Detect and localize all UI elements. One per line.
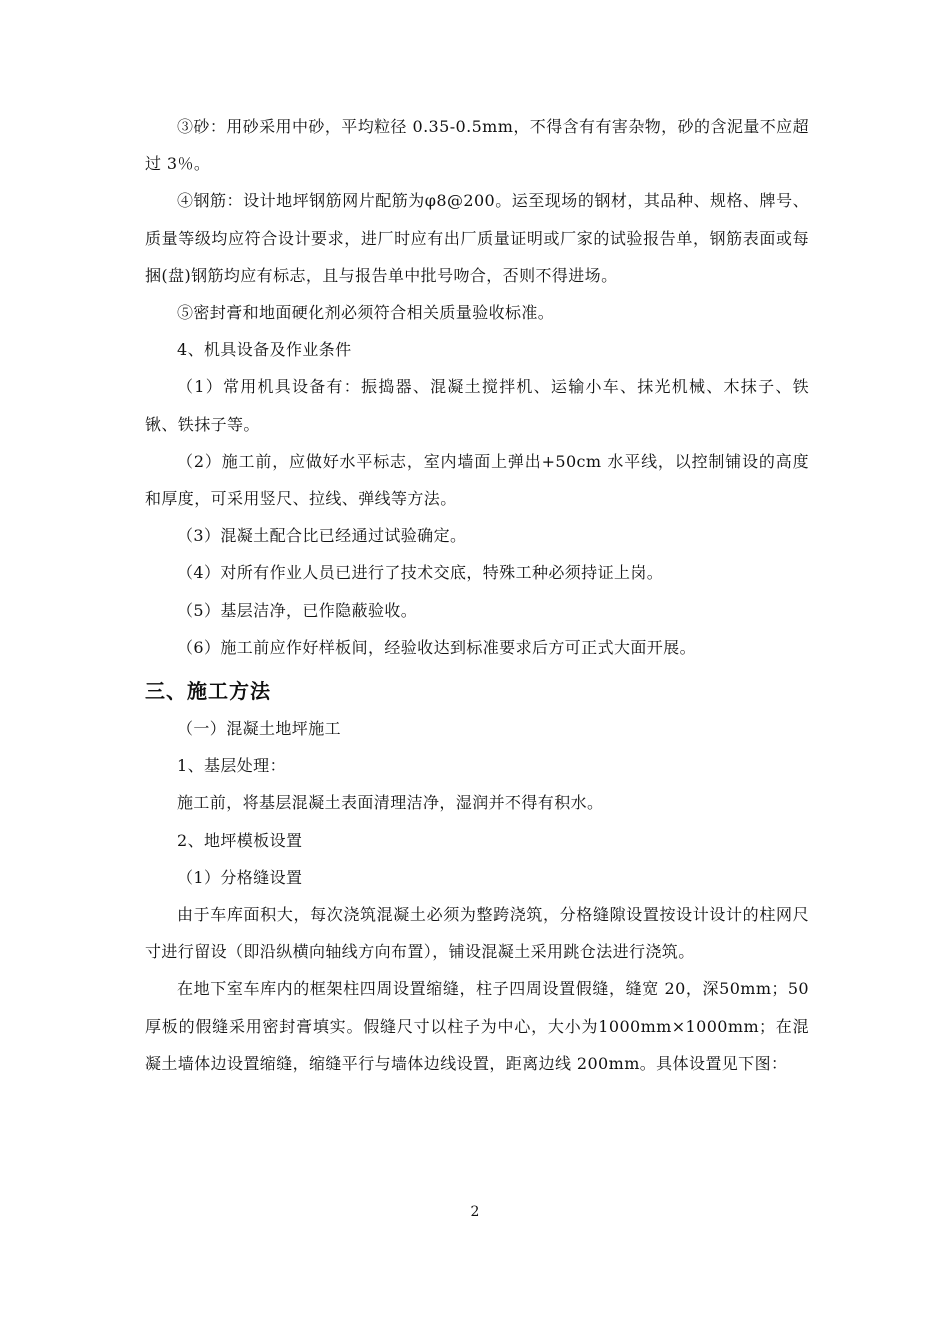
paragraph-joints-1: 由于车库面积大，每次浇筑混凝土必须为整跨浇筑，分格缝隙设置按设计设计的柱网尺寸进行留设（即沿纵横向轴线方向布置），铺设混凝土采用跳仓法进行浇筑。	[145, 905, 809, 962]
subheading-formwork: 2、地坪模板设置	[177, 830, 303, 850]
paragraph-joints-2: 在地下室车库内的框架柱四周设置缩缝，柱子四周设置假缝，缝宽 20，深50mm；50 厚板的假缝采用密封膏填实。假缝尺寸以柱子为中心，大小为1000mm×1000mm；在混凝土墙体边设置缩缝，缩缝平行与墙体边线设置，距离边线 200mm。具体设置见下图：	[145, 979, 809, 1073]
subheading-equipment: 4、机具设备及作业条件	[177, 340, 352, 360]
document-body	[145, 108, 809, 1082]
page-number: 2	[470, 1204, 480, 1220]
section-heading: 三、施工方法	[145, 679, 271, 704]
paragraph-equipment-4: （4）对所有作业人员已进行了技术交底，特殊工种必须持证上岗。	[177, 563, 664, 583]
paragraph-equipment-6: （6）施工前应作好样板间，经验收达到标准要求后方可正式大面开展。	[177, 637, 696, 657]
paragraph-rebar: ④钢筋：设计地坪钢筋网片配筋为φ8@200。运至现场的钢材，其品种、规格、牌号、质量等级均应符合设计要求，进厂时应有出厂质量证明或厂家的试验报告单，钢筋表面或每捆(盘)钢筋均应有标志，且与报告单中批号吻合，否则不得进场。	[145, 191, 809, 285]
subheading-joints: （1）分格缝设置	[177, 867, 303, 887]
paragraph-sand: ③砂：用砂采用中砂，平均粒径 0.35-0.5mm，不得含有有害杂物，砂的含泥量不应超过 3％。	[145, 117, 809, 174]
paragraph-equipment-2: （2）施工前，应做好水平标志，室内墙面上弹出+50cm 水平线，以控制铺设的高度和厚度，可采用竖尺、拉线、弹线等方法。	[145, 451, 809, 509]
paragraph-base-treatment: 施工前，将基层混凝土表面清理洁净，湿润并不得有积水。	[177, 793, 604, 813]
paragraph-sealant: ⑤密封膏和地面硬化剂必须符合相关质量验收标准。	[177, 303, 555, 323]
subheading-concrete-floor: （一）混凝土地坪施工	[177, 719, 342, 739]
subheading-base-treatment: 1、基层处理：	[177, 756, 286, 776]
paragraph-equipment-5: （5）基层洁净，已作隐蔽验收。	[177, 600, 418, 620]
paragraph-equipment-1: （1）常用机具设备有：振捣器、混凝土搅拌机、运输小车、抹光机械、木抹子、铁锹、铁抹子等。	[145, 377, 809, 434]
paragraph-equipment-3: （3）混凝土配合比已经通过试验确定。	[177, 526, 467, 546]
